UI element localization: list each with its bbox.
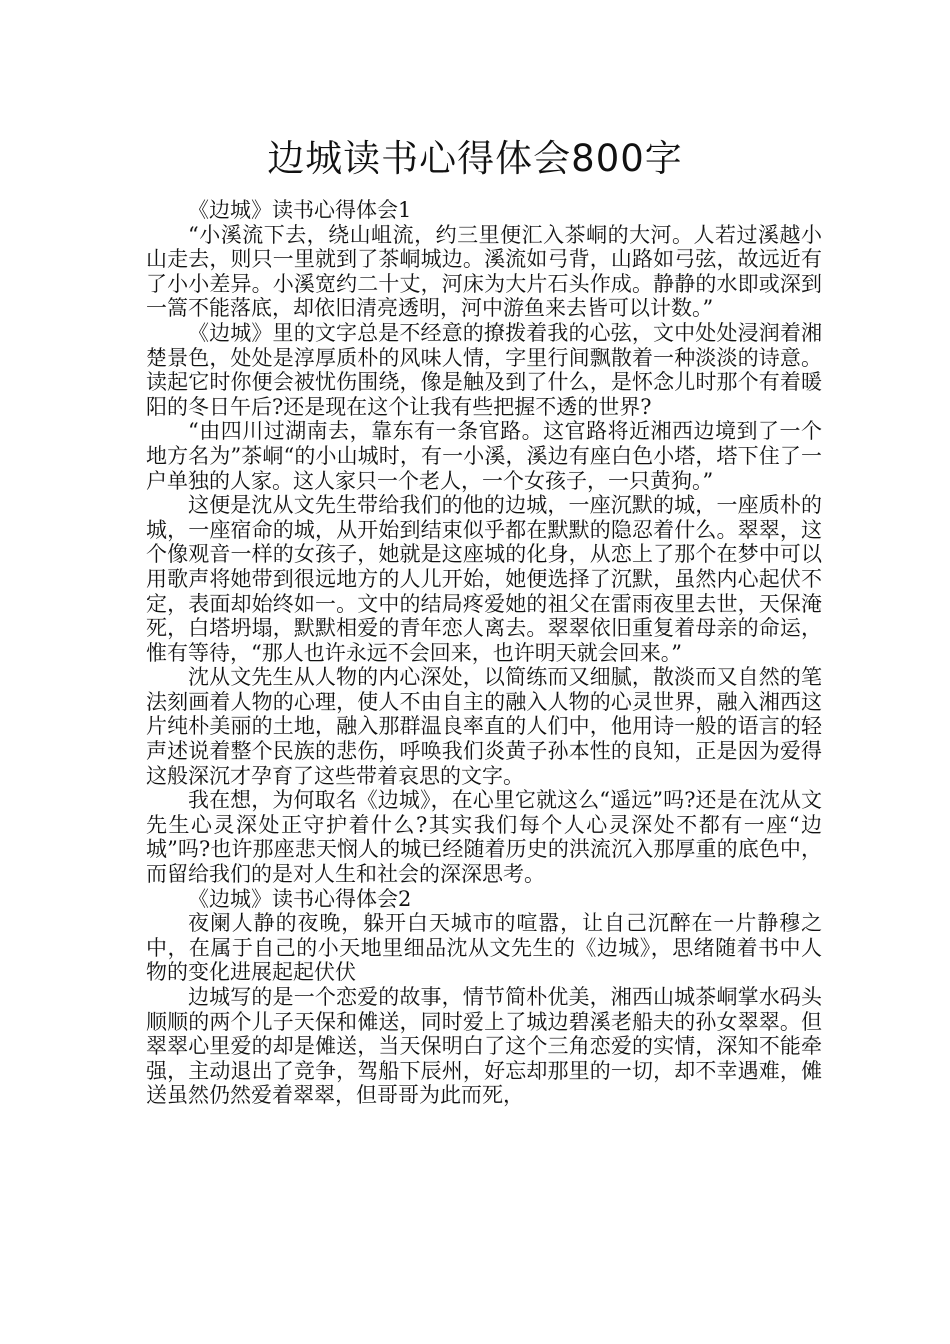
- paragraph: “小溪流下去，绕山岨流，约三里便汇入茶峒的大河。人若过溪越小山走去，则只一里就到了茶峒城边。溪流如弓背，山路如弓弦，故远近有了小小差异。小溪宽约二十丈，河床为大片石头作成。静静的水即或深到一篙不能落底，却依旧清亮透明，河中游鱼来去皆可以计数。”: [146, 222, 822, 321]
- paragraph: 夜阑人静的夜晚，躲开白天城市的喧嚣，让自己沉醉在一片静穆之中，在属于自己的小天地里细品沈从文先生的《边城》，思绪随着书中人物的变化进展起起伏伏: [146, 911, 822, 985]
- paragraph: 《边城》读书心得体会1: [188, 198, 412, 222]
- paragraph: 《边城》读书心得体会2: [188, 886, 412, 911]
- paragraph: 边城写的是一个恋爱的故事，情节简朴优美，湘西山城茶峒掌水码头顺顺的两个儿子天保和傩送，同时爱上了城边碧溪老船夫的孙女翠翠。但翠翠心里爱的却是傩送，当天保明白了这个三角恋爱的实情，深知不能牵强，主动退出了竞争，驾船下辰州，好忘却那里的一切，却不幸遇难，傩送虽然仍然爱着翠翠，但哥哥为此而死，: [146, 985, 822, 1108]
- paragraph: 沈从文先生从人物的内心深处，以简练而又细腻，散淡而又自然的笔法刻画着人物的心理，使人不由自主的融入人物的心灵世界，融入湘西这片纯朴美丽的土地，融入那群温良率直的人们中，他用诗一般的语言的轻声述说着整个民族的悲伤，呼唤我们炎黄子孙本性的良知，正是因为爱得这般深沉才孕育了这些带着哀思的文字。: [146, 665, 822, 788]
- paragraph: 这便是沈从文先生带给我们的他的边城，一座沉默的城，一座质朴的城，一座宿命的城，从开始到结束似乎都在默默的隐忍着什么。翠翠，这个像观音一样的女孩子，她就是这座城的化身，从恋上了那个在梦中可以用歌声将她带到很远地方的人儿开始，她便选择了沉默，虽然内心起伏不定，表面却始终如一。文中的结局疼爱她的祖父在雷雨夜里去世，天保淹死，白塔坍塌，默默相爱的青年恋人离去。翠翠依旧重复着母亲的命运，惟有等待，“那人也许永远不会回来，也许明天就会回来。”: [146, 493, 822, 665]
- paragraph: 《边城》里的文字总是不经意的撩拨着我的心弦，文中处处浸润着湘楚景色，处处是淳厚质朴的风味人情，字里行间飘散着一种淡淡的诗意。读起它时你便会被忧伤围绕，像是触及到了什么，是怀念儿时那个有着暖阳的冬日午后?还是现在这个让我有些把握不透的世界?: [146, 320, 822, 419]
- document-title: 边城读书心得体会800字: [267, 137, 683, 180]
- paragraph: 我在想，为何取名《边城》，在心里它就这么“遥远”吗?还是在沈从文先生心灵深处正守护着什么?其实我们每个人心灵深处不都有一座“边城”吗?也许那座悲天悯人的城已经随着历史的洪流沉入那厚重的底色中，而留给我们的是对人生和社会的深深思考。: [146, 788, 822, 887]
- document-body: [146, 198, 822, 1108]
- paragraph: “由四川过湖南去，靠东有一条官路。这官路将近湘西边境到了一个地方名为”茶峒“的小山城时，有一小溪，溪边有座白色小塔，塔下住了一户单独的人家。这人家只一个老人，一个女孩子，一只黄狗。”: [146, 419, 822, 493]
